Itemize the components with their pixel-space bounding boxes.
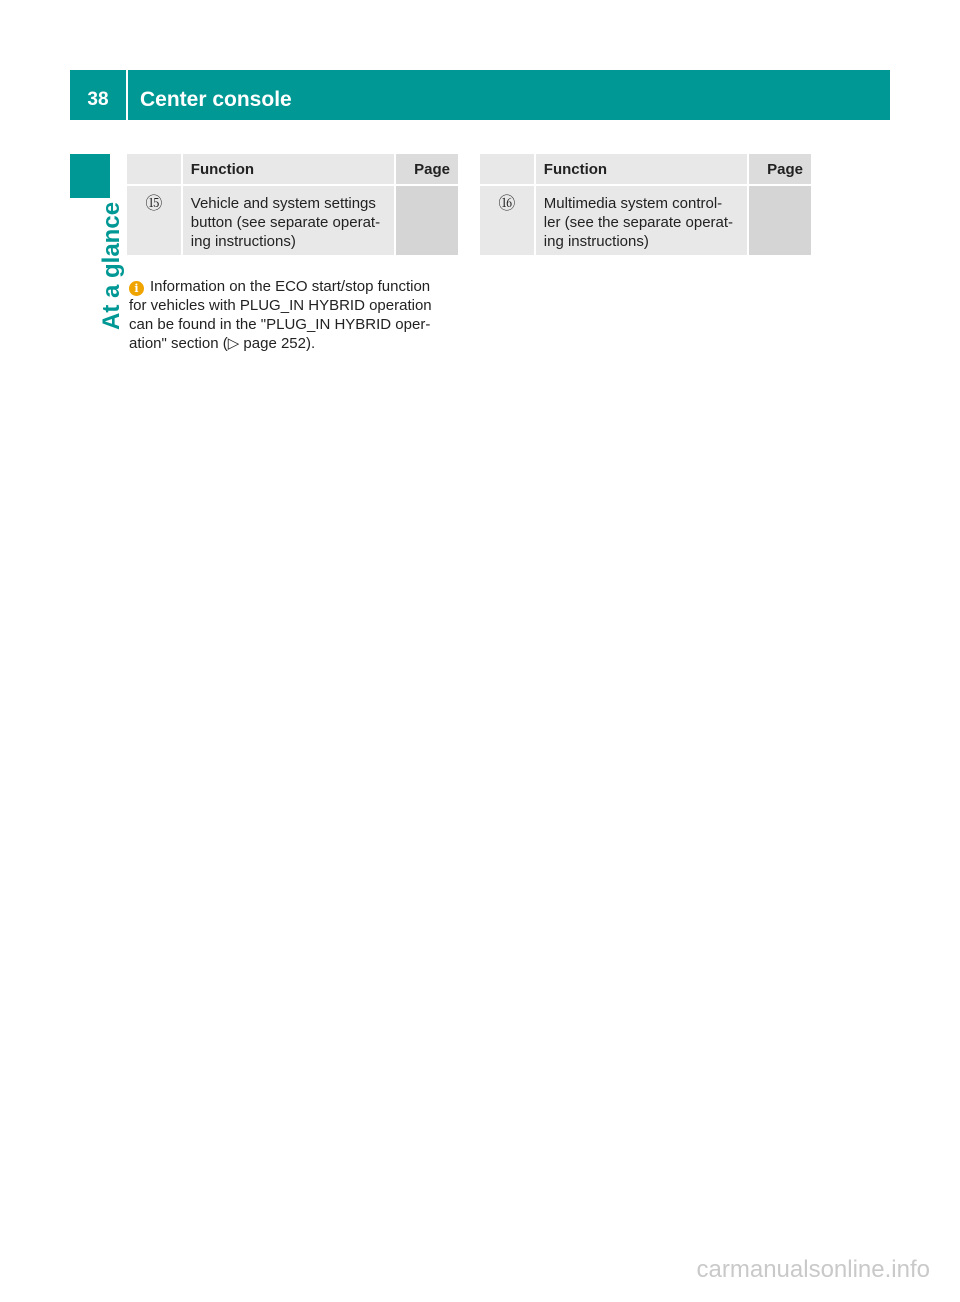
column-header-number	[480, 154, 534, 186]
info-note-text: Information on the ECO start/stop function	[150, 278, 431, 295]
page-header	[70, 70, 890, 120]
item-number: ⑯	[480, 186, 534, 255]
column-header-number	[127, 154, 181, 186]
table-header-row	[127, 154, 458, 186]
item-number: ⑮	[127, 186, 181, 255]
page-number: 38	[87, 89, 109, 110]
column-header-page: Page	[394, 154, 458, 186]
column-header-function: Function	[534, 154, 747, 186]
info-note-line	[129, 277, 461, 296]
table-row	[480, 186, 811, 255]
column-header-page: Page	[747, 154, 811, 186]
item-page	[747, 186, 811, 255]
function-line: Vehicle and system settings	[190, 195, 376, 212]
info-note-page-link[interactable]: ation" section (▷ page 252).	[129, 335, 316, 352]
side-tab-label: At a glance	[98, 201, 125, 330]
function-line: ing instructions)	[190, 233, 296, 250]
header-divider	[126, 70, 128, 120]
item-function	[534, 186, 747, 255]
function-line: Multimedia system control-	[543, 195, 723, 212]
side-tab-marker	[70, 154, 110, 198]
table-row	[127, 186, 458, 255]
section-title: Center console	[140, 88, 292, 111]
info-icon: i	[129, 281, 144, 296]
info-note-line: for vehicles with PLUG_IN HYBRID operation	[129, 297, 432, 314]
function-line: button (see separate operat-	[190, 214, 381, 231]
info-note	[129, 277, 461, 353]
watermark: carmanualsonline.info	[696, 1256, 930, 1283]
function-table-1	[127, 154, 458, 255]
function-line: ler (see the separate operat-	[543, 214, 734, 231]
function-line: ing instructions)	[543, 233, 649, 250]
info-note-line: can be found in the "PLUG_IN HYBRID oper-	[129, 316, 431, 333]
function-table-2	[480, 154, 811, 255]
table-header-row	[480, 154, 811, 186]
item-function	[181, 186, 394, 255]
column-header-function: Function	[181, 154, 394, 186]
item-page	[394, 186, 458, 255]
